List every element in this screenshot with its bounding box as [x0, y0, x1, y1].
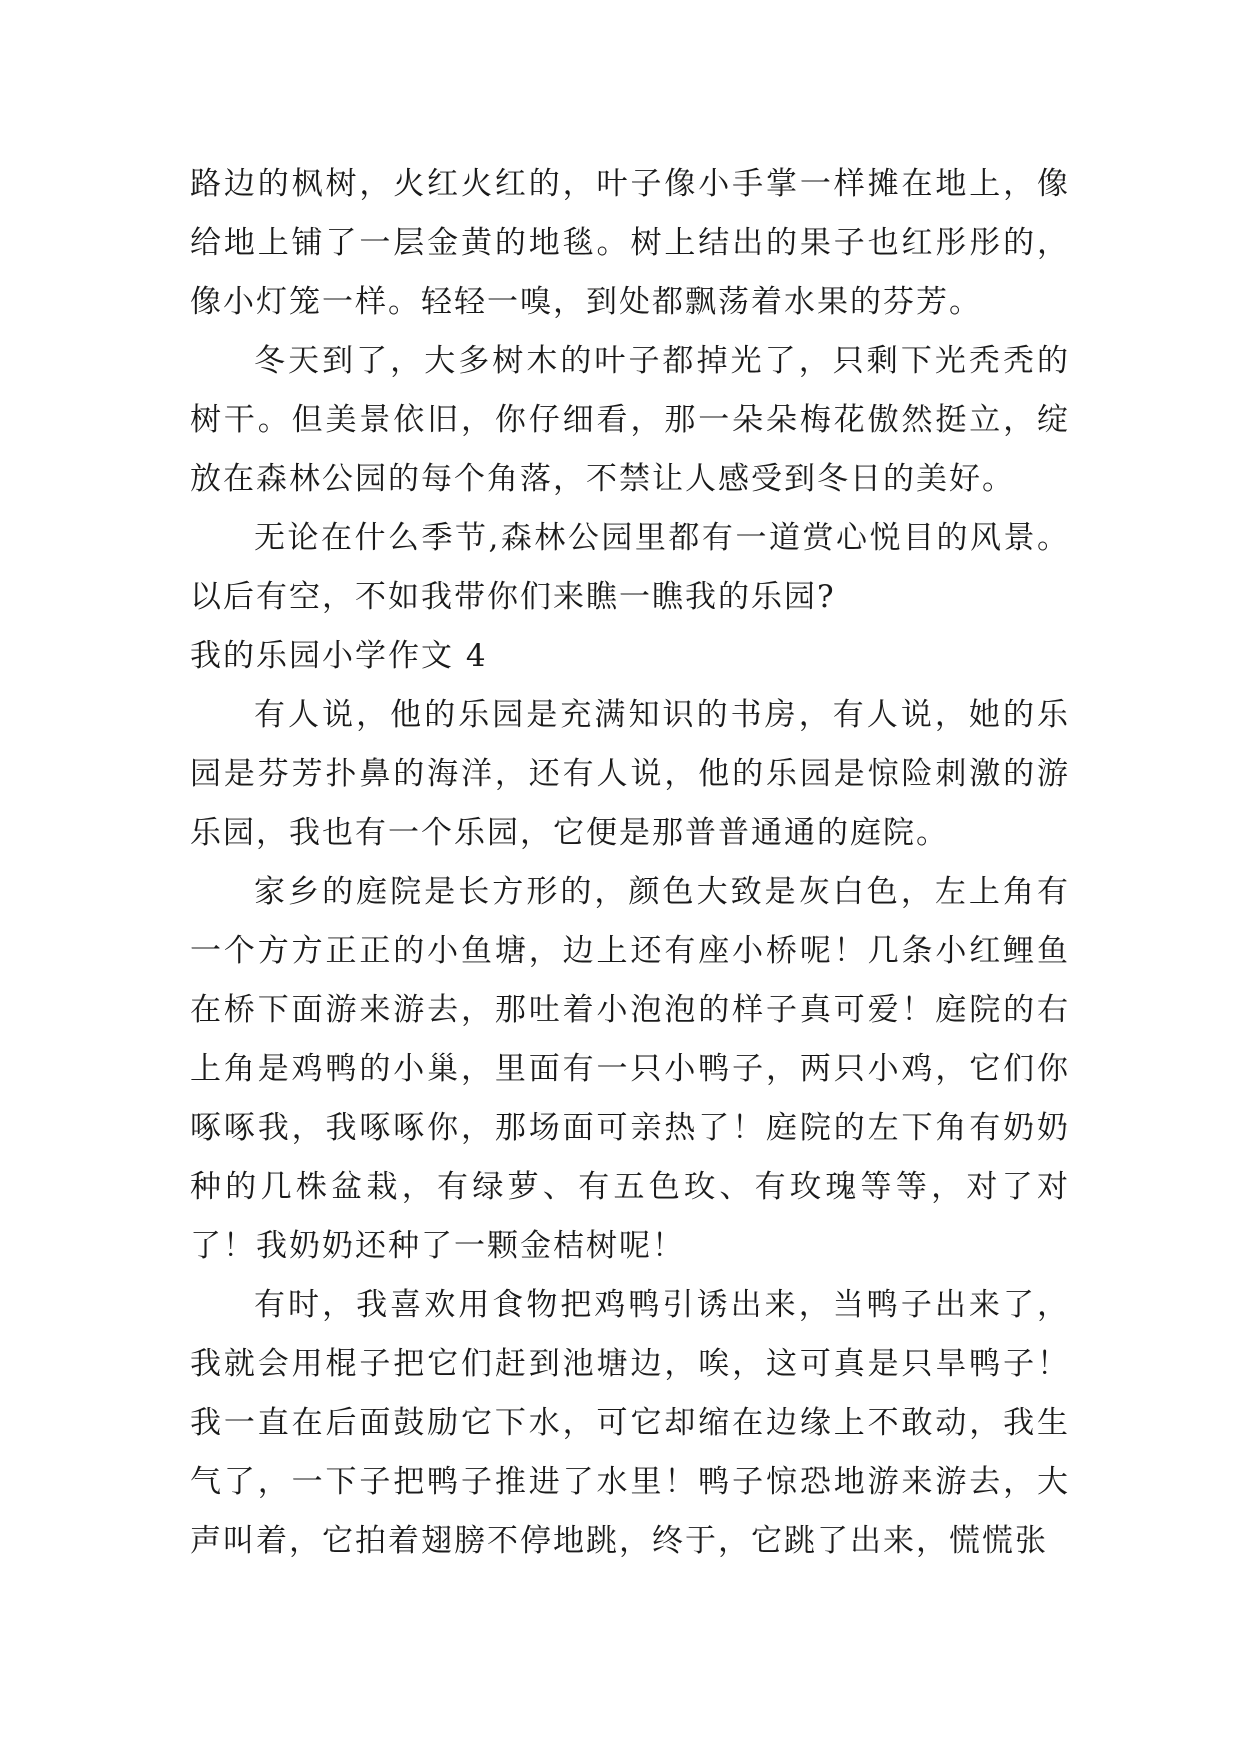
paragraph-courtyard: 家乡的庭院是长方形的，颜色大致是灰白色，左上角有一个方方正正的小鱼塘，边上还有座小桥呢！几条小红鲤鱼在桥下面游来游去，那吐着小泡泡的样子真可爱！庭院的右上角是鸡鸭的小巢，里面有一只小鸭子，两只小鸡，它们你啄啄我，我啄啄你，那场面可亲热了！庭院的左下角有奶奶种的几株盆栽，有绿萝、有五色玫、有玫瑰等等，对了对了！我奶奶还种了一颗金桔树呢！: [190, 874, 1070, 1264]
paragraph-some-people-say: 有人说，他的乐园是充满知识的书房，有人说，她的乐园是芬芳扑鼻的海洋，还有人说，他的乐园是惊险刺激的游乐园，我也有一个乐园，它便是那普普通通的庭院。: [190, 697, 1070, 851]
document-body: [190, 155, 1070, 1571]
paragraph-ducks: 有时，我喜欢用食物把鸡鸭引诱出来，当鸭子出来了，我就会用棍子把它们赶到池塘边，唉，这可真是只旱鸭子！我一直在后面鼓励它下水，可它却缩在边缘上不敢动，我生气了，一下子把鸭子推进了水里！鸭子惊恐地游来游去，大声叫着，它拍着翅膀不停地跳，终于，它跳了出来，慌慌张: [190, 1287, 1070, 1559]
paragraph-winter: 冬天到了，大多树木的叶子都掉光了，只剩下光秃秃的树干。但美景依旧，你仔细看，那一朵朵梅花傲然挺立，绽放在森林公园的每个角落，不禁让人感受到冬日的美好。: [190, 343, 1070, 497]
paragraph-maple-trees: 路边的枫树，火红火红的，叶子像小手掌一样摊在地上，像给地上铺了一层金黄的地毯。树上结出的果子也红彤彤的，像小灯笼一样。轻轻一嗅，到处都飘荡着水果的芬芳。: [190, 166, 1070, 320]
paragraph-any-season: 无论在什么季节,森林公园里都有一道赏心悦目的风景。以后有空，不如我带你们来瞧一瞧我的乐园?: [190, 520, 1070, 615]
section-title: 我的乐园小学作文 4: [190, 638, 488, 674]
